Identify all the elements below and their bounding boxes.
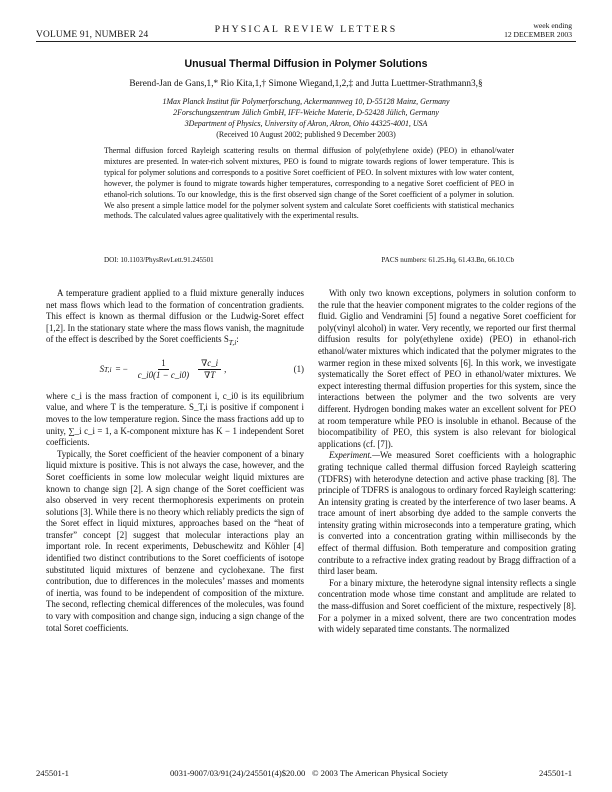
issn-code: 0031-9007/03/91(24)/245501(4)$20.00: [170, 768, 306, 778]
copyright: © 2003 The American Physical Society: [312, 768, 448, 778]
subscript: T,i: [228, 338, 237, 348]
paragraph-text: :: [236, 334, 239, 345]
eq-lhs: S: [99, 363, 105, 374]
abstract: Thermal diffusion forced Rayleigh scattering results on thermal diffusion of poly(ethylene oxide) (PEO) in ethanol/water mixtures are presented. In water-rich solvent mixtures, PEO is found to migrate towards regions of lower temperature. This is typical for polymer solutions and corresponds to a positive Soret coefficient of PEO. In solvent mixtures with low water content, however, the polymer is found to migrate towards higher temperatures, corresponding to a negative Soret coefficient of PEO in ethanol-rich solutions. To our knowledge, this is the first observed sign change of the Soret coefficient of a polymer in solution. We also present a simple lattice model for the polymer solvent system and calculate Soret coefficients with statistical mechanics methods. The calculated values agree qualitatively with the experimental results.: [104, 146, 514, 221]
author-list: Berend-Jan de Gans,1,* Rio Kita,1,† Simone Wiegand,1,2,‡ and Jutta Luettmer-Strathmann3,§: [129, 79, 483, 89]
journal-issue: VOLUME 91, NUMBER 24: [36, 30, 149, 40]
paragraph: Typically, the Soret coefficient of the heavier component of a binary liquid mixture is positive. This is not always the case, however, and the Soret coefficients in some low molecular weight liquid mixtures are known to change sign [2]. A sign change of the Soret coefficient was also observed in very recent thermophoresis experiments on protein solutions [3]. While there is no theory which reliably predicts the sign of the Soret effect in liquid mixtures, approaches based on the “heat of transfer” concept [2] suggest that molecular interactions play an important role. In recent experiments, Debuschewitz and Köhler [4] identified two distinct contributions to the Soret coefficients of isotope substituted liquid mixtures of benzene and cyclohexane. The first contribution, due to differences in the molecules’ masses and moments of inertia, was found to be independent of composition of the mixture. The second, reflecting chemical differences of the molecules, was found to vary with composition and change sign, inducing a sign change of the total Soret coefficients.: [46, 448, 304, 633]
fraction-2-numerator: ∇c_i: [198, 358, 221, 371]
eq-lhs-sub: T,i: [104, 364, 112, 374]
paragraph-text: A temperature gradient applied to a fluid mixture generally induces net mass flows which lead to the formation of concentration gradients. This effect is known as thermal diffusion or the Ludwig-Soret effect [1,2]. In the stationary state where the mass flows vanish, the magnitude of the effect is described by the Soret coefficients S: [46, 288, 304, 345]
fraction-1: [135, 358, 192, 382]
left-column: [46, 288, 304, 634]
affiliation-2: 2Forschungszentrum Jülich GmbH, IFF-Weiche Materie, D-52428 Jülich, Germany: [173, 108, 439, 117]
paragraph: where c_i is the mass fraction of component i, c_i0 is its equilibrium value, and where T is the temperature. S_T,i is positive if component i moves to the low temperature region. Since the mass fractions add up to unity, ∑_i c_i = 1, a K-component mixture has K − 1 independent Soret coefficients.: [46, 390, 304, 448]
issue-date: [504, 21, 572, 39]
date-text: 12 DECEMBER 2003: [504, 30, 572, 39]
equation-body: [46, 358, 280, 382]
right-column: [318, 288, 576, 636]
paragraph-text: We measured Soret coefficients with a holographic grating technique called thermal diffusion forced Rayleigh scattering (TDFRS) with heterodyne detection and active phase tracking [8]. The principle of TDFRS is analogous to ordinary forced Rayleigh scattering: An intensity grating is created by the interference of two laser beams. A trace amount of inert absorbing dye added to the sample converts the intensity grating within microseconds into a temperature grating, which is converted into a concentration grating within milliseconds by the effect of thermal diffusion. Both temperature and composition grating contribute to a refractive index grating readout by Bragg diffraction of a third laser beam.: [318, 450, 576, 577]
doi-link[interactable]: DOI: 10.1103/PhysRevLett.91.245501: [104, 256, 214, 264]
eq-equals: = −: [115, 363, 128, 374]
section-heading: Experiment.—: [329, 450, 381, 461]
fraction-1-numerator: 1: [158, 358, 168, 371]
paragraph: [318, 450, 576, 578]
equation-1: [46, 353, 304, 387]
paragraph: [46, 288, 304, 349]
journal-name: PHYSICAL REVIEW LETTERS: [214, 24, 398, 35]
eq-end: ,: [224, 363, 227, 374]
page-number-left: 245501-1: [36, 768, 69, 778]
fraction-2-denominator: ∇T: [204, 370, 216, 381]
paragraph: With only two known exceptions, polymers in solution conform to the rule that the heavier component migrates to the colder regions of the fluid. Giglio and Vendramini [5] found a negative Soret coefficient for poly(vinyl alcohol) in water. Very recently, we reported our first thermal diffusion results for poly(ethylene oxide) (PEO) in ethanol-rich ethanol/water mixtures which indicated that the polymer migrates to the warmer region in these mixed solvents [6]. In this work, we investigate systematically the Soret effect of PEO in ethanol/water mixtures. We expect interesting thermal diffusion properties for this system, since the interactions between the polymer and the two solvents are very different. Hydrogen bonding makes water an excellent solvent for PEO at room temperature while PEO is insoluble in ethanol. Because of the biocompatibility of PEO, this system is also relevant for biological applications (cf. [7]).: [318, 288, 576, 449]
header-rule: [36, 41, 576, 42]
page-number-right: 245501-1: [539, 768, 572, 778]
pacs-numbers: PACS numbers: 61.25.Hq, 61.43.Bn, 66.10.Cb: [381, 256, 514, 264]
paragraph: For a binary mixture, the heterodyne signal intensity reflects a single concentration mode whose time constant and amplitude are related to the mass-diffusion and Soret coefficient of the mixture, respectively [8]. For a polymer in a mixed solvent, there are two concentration modes with widely separated time constants. The normalized: [318, 577, 576, 635]
received-dates: (Received 10 August 2002; published 9 December 2003): [216, 130, 396, 139]
equation-number: (1): [293, 363, 304, 374]
week-ending-label: week ending: [533, 21, 572, 30]
fraction-1-denominator: c_i0(1 − c_i0): [137, 370, 190, 381]
fraction-2: [198, 358, 221, 382]
affiliation-3: 3Department of Physics, University of Akron, Akron, Ohio 44325-4001, USA: [184, 119, 428, 128]
affiliation-1: 1Max Planck Institut für Polymerforschung, Ackermannweg 10, D-55128 Mainz, Germany: [162, 97, 450, 106]
paper-title: Unusual Thermal Diffusion in Polymer Solutions: [184, 58, 428, 70]
